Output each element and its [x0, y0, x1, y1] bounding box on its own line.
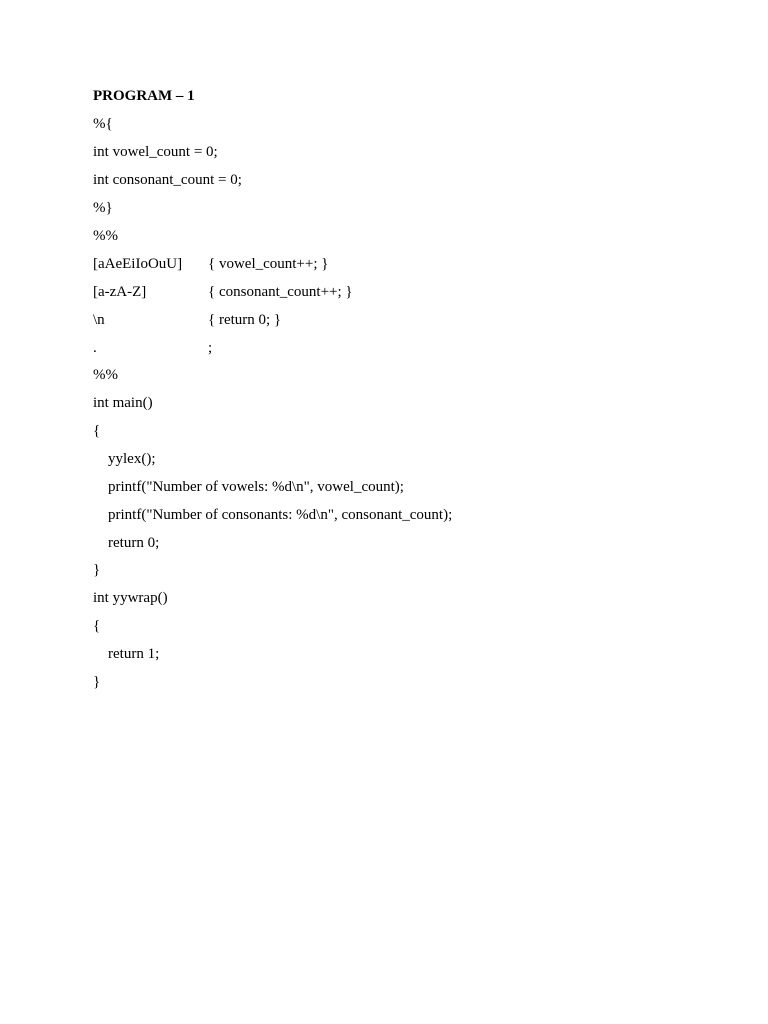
- code-line: printf("Number of consonants: %d\n", consonant_count);: [108, 507, 453, 523]
- rule-row: [93, 311, 493, 329]
- rule-row: [93, 283, 493, 301]
- main-open-brace: {: [93, 423, 101, 439]
- rule-row: [93, 255, 493, 273]
- main-signature: int main(): [93, 395, 153, 411]
- code-line: return 1;: [108, 646, 160, 662]
- rule-pattern: [a-zA-Z]: [93, 284, 147, 300]
- definitions-close: %}: [93, 200, 113, 216]
- program-title: PROGRAM – 1: [93, 88, 195, 104]
- rule-row: [93, 339, 493, 357]
- rule-pattern: \n: [93, 312, 105, 328]
- rule-action: ;: [208, 340, 213, 356]
- code-line: return 0;: [108, 535, 160, 551]
- rule-action: { return 0; }: [208, 312, 282, 328]
- yywrap-signature: int yywrap(): [93, 590, 168, 606]
- code-line: int consonant_count = 0;: [93, 172, 242, 188]
- rule-action: { vowel_count++; }: [208, 256, 329, 272]
- rule-pattern: .: [93, 340, 97, 356]
- yywrap-close-brace: }: [93, 674, 101, 690]
- rules-start: %%: [93, 228, 118, 244]
- main-close-brace: }: [93, 562, 101, 578]
- definitions-open: %{: [93, 116, 113, 132]
- yywrap-open-brace: {: [93, 618, 101, 634]
- rules-end: %%: [93, 367, 118, 383]
- code-line: yylex();: [108, 451, 156, 467]
- code-line: int vowel_count = 0;: [93, 144, 218, 160]
- rule-action: { consonant_count++; }: [208, 284, 353, 300]
- code-line: printf("Number of vowels: %d\n", vowel_count);: [108, 479, 404, 495]
- rule-pattern: [aAeEiIoOuU]: [93, 256, 183, 272]
